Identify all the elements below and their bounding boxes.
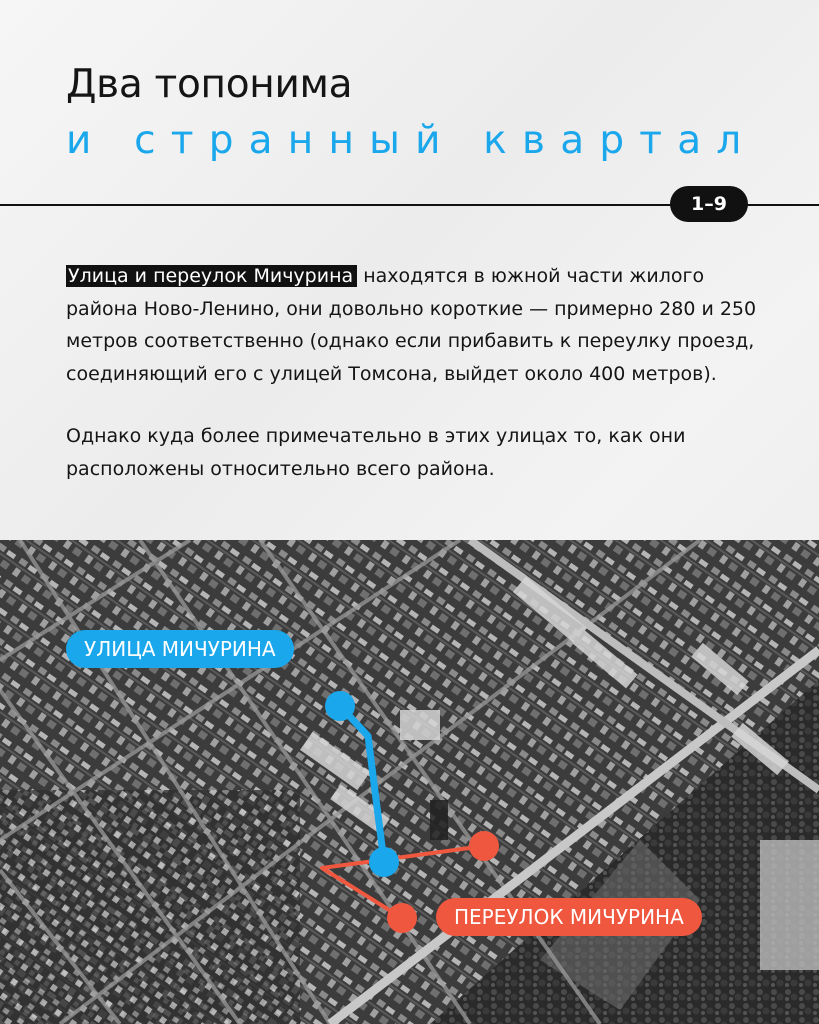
aerial-map [0, 540, 819, 1024]
paragraph-1 [66, 260, 766, 390]
page-badge: 1–9 [670, 186, 748, 222]
highlighted-phrase: Улица и переулок Мичурина [66, 265, 357, 287]
lane-label: ПЕРЕУЛОК МИЧУРИНА [436, 898, 702, 936]
body-text [66, 260, 766, 515]
paragraph-2: Однако куда более примечательно в этих улицах то, как они расположены относительно всего района. [66, 425, 686, 480]
title-line-1: Два топонима [66, 62, 353, 107]
paragraph-1-rest: находятся в южной части жилого района Ново-Ленино, они довольно короткие — примерно 280 и 250 метров соответственно (однако если прибавить к переулку проезд, соединяющий его с улицей Томсона, выйдет около 400 метров). [66, 265, 757, 385]
street-label: УЛИЦА МИЧУРИНА [66, 630, 294, 668]
aerial-photo [0, 540, 819, 1024]
title-line-2: и странный квартал [66, 118, 757, 163]
